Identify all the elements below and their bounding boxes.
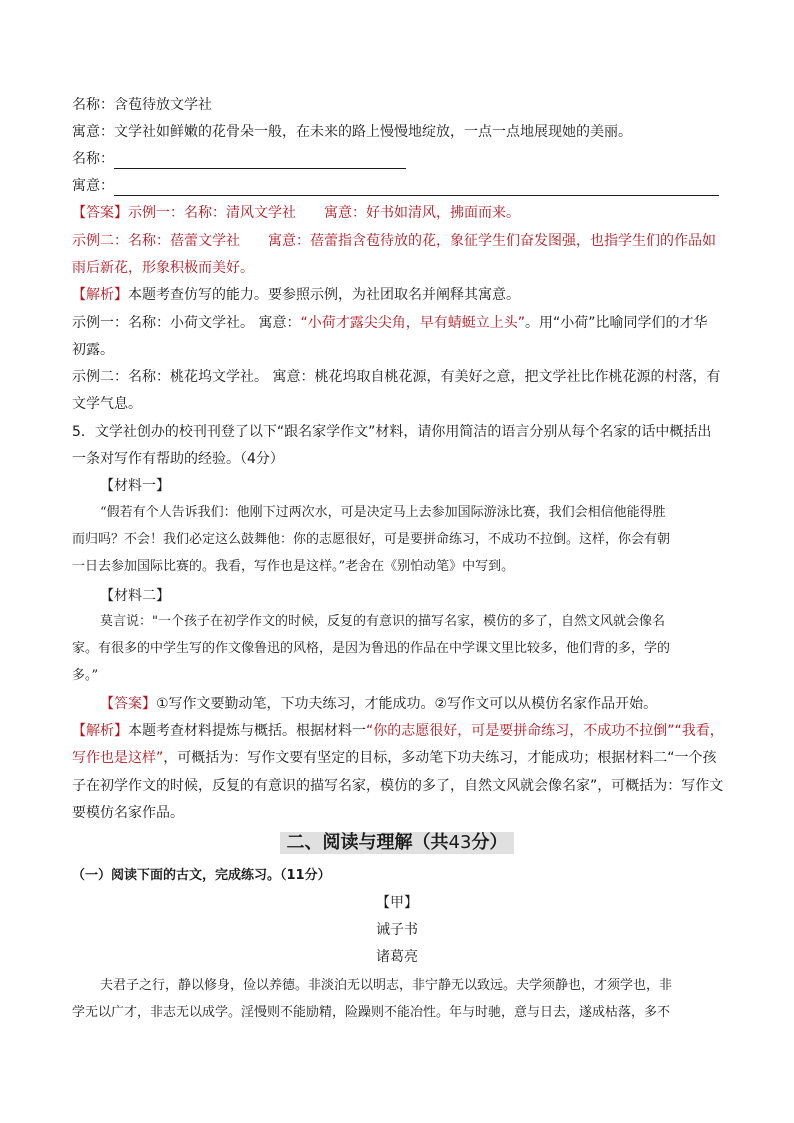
material1-line1: “假若有个人告诉我们：他刚下过两次水，可是决定马上去参加国际游泳比赛，我们会相信他能得胜 bbox=[100, 505, 666, 520]
answer4-line3: 雨后新花，形象积极而美好。 bbox=[72, 260, 254, 276]
analysis5-tag: 【解析】 bbox=[72, 723, 128, 739]
analysis5-quote1: “你的志愿很好，可是要拼命练习，不成功不拉倒” bbox=[366, 723, 675, 739]
text-author: 诸葛亮 bbox=[376, 949, 418, 965]
meaning-blank bbox=[114, 180, 719, 196]
section-heading-num: 43 bbox=[448, 832, 472, 853]
answer5-line bbox=[100, 694, 750, 714]
example-meaning-line: 寓意：文学社如鲜嫩的花骨朵一般，在未来的路上慢慢地绽放，一点一点地展现她的美丽。 bbox=[72, 124, 632, 140]
material2-title: 【材料二】 bbox=[100, 588, 170, 604]
section-heading-a: 二、阅读与理解（共 bbox=[286, 832, 449, 853]
answer4-text1: 示例一：名称：清风文学社 寓意：好书如清风，拂面而来。 bbox=[128, 205, 520, 221]
analysis5-text1a: 本题考查材料提炼与概括。根据材料一 bbox=[128, 723, 366, 739]
analysis-tag: 【解析】 bbox=[72, 287, 128, 303]
name-blank bbox=[114, 153, 406, 169]
analysis5-quote2: “我看， bbox=[674, 723, 724, 739]
material1-line3: 一日去参加国际比赛的。我看，写作也是这样。”老舍在《别怕动笔》中写到。 bbox=[72, 559, 515, 574]
jia-label: 【甲】 bbox=[376, 895, 418, 911]
analysis4-quote: “小荷才露尖尖角，早有蜻蜓立上头” bbox=[300, 315, 525, 331]
name-blank-line bbox=[72, 149, 722, 169]
answer5-text: ①写作文要勤动笔，下功夫练习，才能成功。②写作文可以从模仿名家作品开始。 bbox=[156, 696, 658, 712]
analysis4-text1: 本题考查仿写的能力。要参照示例，为社团取名并阐释其寓意。 bbox=[128, 287, 520, 303]
classical-text-line1: 夫君子之行，静以修身，俭以养德。非淡泊无以明志，非宁静无以致远。夫学须静也，才须学也，非 bbox=[100, 978, 673, 993]
analysis4-line4: 示例二：名称：桃花坞文学社。 寓意：桃花坞取自桃花源，有美好之意，把文学社比作桃花源的村落，有 bbox=[72, 369, 721, 385]
material2-line2: 家。有很多的中学生写的作文像鲁迅的风格，是因为鲁迅的作品在中学课文里比较多，他们背的多，学的 bbox=[72, 641, 671, 656]
answer4-line2: 示例二：名称：蓓蕾文学社 寓意：蓓蕾指含苞待放的花，象征学生们奋发图强，也指学生们的作品如 bbox=[72, 233, 716, 249]
material1-line2: 而归吗？不会！我们必定这么鼓舞他：你的志愿很好，可是要拼命练习，不成功不拉倒。这样，你会有朝 bbox=[72, 532, 671, 547]
analysis5-line4: 要模仿名家作品。 bbox=[72, 805, 184, 821]
meaning-label: 寓意： bbox=[72, 178, 114, 194]
analysis4-line3: 初露。 bbox=[72, 342, 114, 358]
answer4-line1 bbox=[72, 203, 722, 223]
material1-title: 【材料一】 bbox=[100, 478, 170, 494]
material2-line3: 多。” bbox=[72, 668, 99, 683]
name-label: 名称： bbox=[72, 151, 114, 167]
analysis5-line1 bbox=[72, 721, 722, 741]
analysis5-text2b: ，可概括为：写作文要有坚定的目标，多动笔下功夫练习，才能成功；根据材料二“一个孩 bbox=[163, 750, 717, 766]
example-name-line: 名称：含苞待放文学社 bbox=[72, 97, 212, 113]
subsection-title: （一）阅读下面的古文，完成练习。（11分） bbox=[72, 868, 331, 883]
analysis4-line5: 文学气息。 bbox=[72, 396, 142, 412]
meaning-blank-line bbox=[72, 176, 722, 196]
classical-text-line2: 学无以广才，非志无以成学。淫慢则不能励精，险躁则不能冶性。年与时驰，意与日去，遂成枯落，多不 bbox=[72, 1005, 671, 1020]
analysis5-line3: 子在初学作文的时候，反复的有意识的描写名家，模仿的多了，自然文风就会像名家”，可概括为：写作文 bbox=[72, 778, 724, 794]
q5-line2: 一条对写作有帮助的经验。（4分） bbox=[72, 451, 284, 467]
section-heading bbox=[280, 832, 514, 854]
analysis5-line2 bbox=[72, 748, 722, 768]
analysis5-quote2-cont: 写作也是这样” bbox=[72, 750, 164, 766]
analysis4-line1 bbox=[72, 285, 722, 305]
answer5-tag: 【答案】 bbox=[100, 696, 156, 712]
analysis4-text2a: 示例一：名称：小荷文学社。 寓意： bbox=[72, 315, 301, 331]
section-heading-b: 分） bbox=[471, 832, 508, 853]
material2-line1: 莫言说："一个孩子在初学作文的时候，反复的有意识的描写名家，模仿的多了，自然文风就会像名 bbox=[100, 614, 665, 629]
answer-tag: 【答案】 bbox=[72, 205, 128, 221]
analysis4-text2b: 。用“小荷”比喻同学们的才华 bbox=[524, 315, 708, 331]
q5-line1: 5．文学社创办的校刊刊登了以下“跟名家学作文”材料，请你用简洁的语言分别从每个名家的话中概括出 bbox=[72, 424, 712, 440]
text-title: 诫子书 bbox=[376, 922, 418, 938]
analysis4-line2 bbox=[72, 313, 722, 333]
